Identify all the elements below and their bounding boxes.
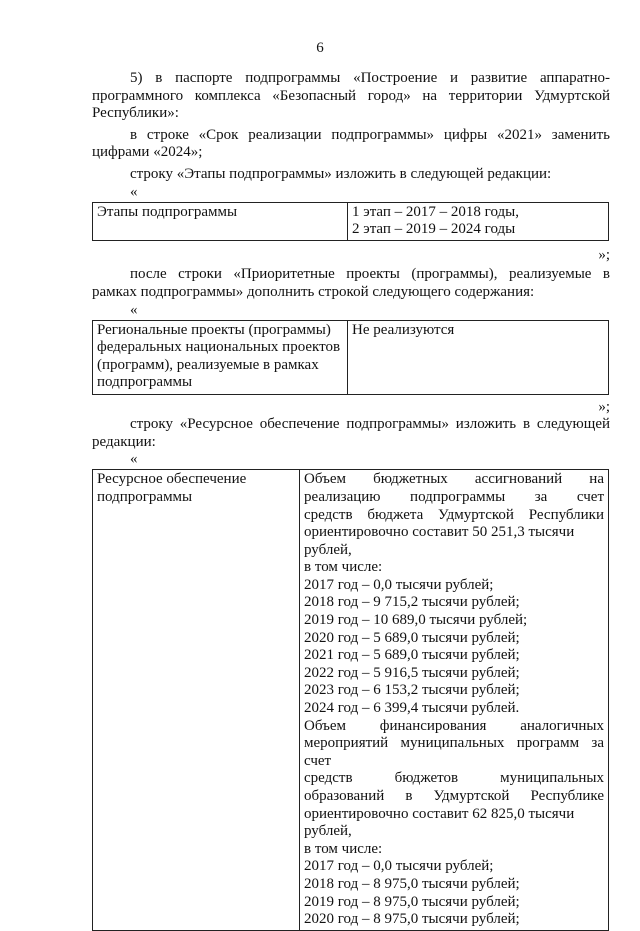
municipal-line: ориентировочно составит 62 825,0 тысячи рублей, [304,805,575,840]
item5-intro: 5) в паспорте подпрограммы «Построение и развитие аппаратно-программного комплекса «Безопасный город» на территории Удмуртской Республики»: [92,70,610,122]
budget-year: 2023 год – 6 153,2 тысячи рублей; [304,682,520,699]
regional-label: Региональные проекты (программы) федеральных национальных проектов (программ), реализуемые в рамках подпрограммы [93,320,348,394]
municipal-year: 2018 год – 8 975,0 тысячи рублей; [304,875,520,892]
stages-value [348,202,609,240]
budget-year: 2017 год – 0,0 тысячи рублей; [304,576,494,593]
stages-intro: строку «Этапы подпрограммы» изложить в следующей редакции: [130,165,552,182]
budget-line: реализацию подпрограммы за счет [304,488,604,505]
municipal-line: средств бюджетов муниципальных [304,770,604,787]
stage-1: 1 этап – 2017 – 2018 годы, [352,203,519,220]
municipal-year: 2019 год – 8 975,0 тысячи рублей; [304,893,520,910]
stage-2: 2 этап – 2019 – 2024 годы [352,221,516,238]
quote-close-1: »; [598,246,610,263]
stages-table [92,202,609,241]
budget-line: ориентировочно составит 50 251,3 тысячи рублей, [304,524,575,558]
resource-intro: строку «Ресурсное обеспечение подпрограммы» изложить в следующей редакции: [92,416,610,450]
resource-label: Ресурсное обеспечение подпрограммы [93,470,300,930]
quote-open-3: « [130,451,138,468]
budget-line: средств бюджета Удмуртской Республики [304,506,604,523]
stages-label: Этапы подпрограммы [93,202,348,240]
quote-close-2: »; [598,398,610,415]
budget-year: 2018 год – 9 715,2 тысячи рублей; [304,594,520,611]
budget-year: 2019 год – 10 689,0 тысячи рублей; [304,612,528,629]
municipal-year: 2017 год – 0,0 тысячи рублей; [304,858,494,875]
term-change: в строке «Срок реализации подпрограммы» цифры «2021» заменить цифрами «2024»; [92,126,610,161]
after-priority: после строки «Приоритетные проекты (программы), реализуемые в рамках подпрограммы» дополнить строкой следующего содержания: [92,266,610,300]
budget-in-total: в том числе: [304,559,383,576]
resource-value [300,470,609,930]
regional-table [92,320,609,395]
quote-open-2: « [130,301,138,318]
municipal-year: 2020 год – 8 975,0 тысячи рублей; [304,911,520,928]
budget-line: Объем бюджетных ассигнований на [304,471,604,488]
resource-table [92,469,609,930]
municipal-line: мероприятий муниципальных программ за счет [304,735,604,769]
document-body [92,70,610,931]
page-number: 6 [316,40,324,56]
regional-value: Не реализуются [348,320,609,394]
municipal-in-total: в том числе: [304,840,383,857]
quote-open-1: « [130,183,138,200]
budget-year: 2022 год – 5 916,5 тысячи рублей; [304,664,520,681]
municipal-line: образований в Удмуртской Республике [304,788,604,804]
budget-year: 2020 год – 5 689,0 тысячи рублей; [304,629,520,646]
budget-year: 2024 год – 6 399,4 тысячи рублей. [304,700,520,717]
municipal-line: Объем финансирования аналогичных [304,717,604,734]
budget-year: 2021 год – 5 689,0 тысячи рублей; [304,647,520,664]
